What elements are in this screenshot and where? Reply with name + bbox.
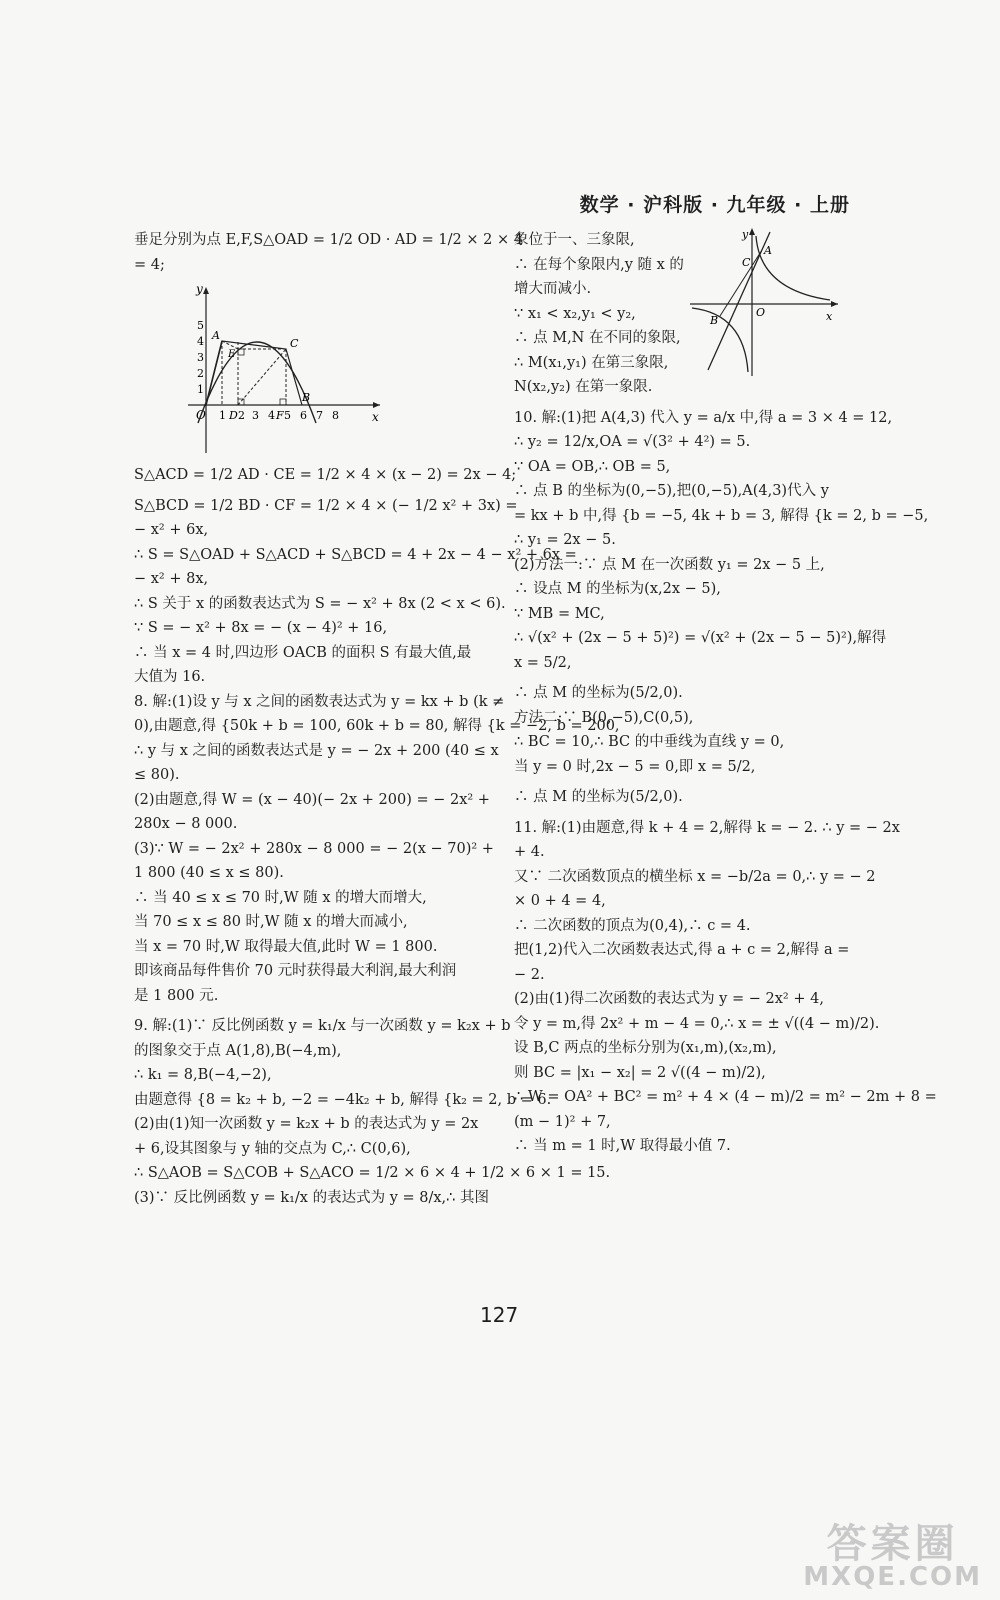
text-line: = kx + b 中,得 {b = −5, 4k + b = 3, 解得 {k = 2, b = −5,	[514, 507, 929, 524]
text-line: N(x₂,y₂) 在第一象限.	[514, 379, 653, 395]
text-line: ∴ S = S△OAD + S△ACD + S△BCD = 4 + 2x − 4 − x² + 6x =	[134, 546, 577, 563]
text-line: ∴ 点 M 的坐标为(5/2,0).	[514, 789, 683, 805]
text-line: S△ACD = 1/2 AD · CE = 1/2 × 4 × (x − 2) = 2x − 4;	[134, 467, 517, 483]
text-line: (2)由题意,得 W = (x − 40)(− 2x + 200) = − 2x² +	[134, 791, 490, 808]
page-header: 数学 · 沪科版 · 九年级 · 上册	[579, 194, 850, 216]
y-tick: 2	[197, 367, 204, 380]
parabola-figure	[184, 281, 384, 457]
x-tick: 8	[332, 409, 339, 422]
text-line: ∴ BC = 10,∴ BC 的中垂线为直线 y = 0,	[514, 734, 785, 750]
text-line: 当 x = 70 时,W 取得最大值,此时 W = 1 800.	[134, 938, 438, 955]
watermark-title: 答案圈	[826, 1521, 959, 1567]
text-line: 当 70 ≤ x ≤ 80 时,W 随 x 的增大而减小,	[134, 914, 408, 930]
text-line: ∴ 点 M,N 在不同的象限,	[514, 330, 681, 346]
text-line: S△BCD = 1/2 BD · CF = 1/2 × 4 × (− 1/2 x² + 3x) =	[134, 497, 518, 514]
text-line: 由题意得 {8 = k₂ + b, −2 = −4k₂ + b, 解得 {k₂ = 2, b = 6.	[134, 1091, 552, 1108]
text-line: ∴ 当 m = 1 时,W 取得最小值 7.	[514, 1138, 731, 1154]
text-line: ∴ 点 B 的坐标为(0,−5),把(0,−5),A(4,3)代入 y	[514, 483, 829, 499]
x-tick: 1	[219, 409, 226, 422]
text-line: ∵ MB = MC,	[514, 605, 605, 622]
text-line: ∴ S 关于 x 的函数表达式为 S = − x² + 8x (2 < x < 6).	[134, 595, 506, 612]
text-line: 10. 解:(1)把 A(4,3) 代入 y = a/x 中,得 a = 3 × 4 = 12,	[514, 409, 893, 426]
text-line: 象位于一、三象限,	[514, 232, 635, 248]
text-line: ∴ S△AOB = S△COB + S△ACO = 1/2 × 6 × 4 + 1/2 × 6 × 1 = 15.	[134, 1165, 611, 1181]
text-line: 9. 解:(1)∵ 反比例函数 y = k₁/x 与一次函数 y = k₂x + b	[134, 1018, 511, 1034]
text-line: (2)方法一:∵ 点 M 在一次函数 y₁ = 2x − 5 上,	[514, 556, 825, 573]
text-line: 280x − 8 000.	[134, 816, 238, 832]
point-label: C	[742, 256, 751, 269]
text-line: (2)由(1)知一次函数 y = k₂x + b 的表达式为 y = 2x	[134, 1116, 479, 1132]
text-line: + 4.	[514, 844, 545, 860]
text-line: ∴ 设点 M 的坐标为(x,2x − 5),	[514, 581, 721, 597]
text-line: = 4;	[134, 256, 165, 273]
text-line: (3)∵ 反比例函数 y = k₁/x 的表达式为 y = 8/x,∴ 其图	[134, 1189, 489, 1206]
page-number: 127	[480, 1303, 519, 1327]
text-line: ∵ x₁ < x₂,y₁ < y₂,	[514, 305, 636, 322]
text-line: ∴ M(x₁,y₁) 在第三象限,	[514, 354, 669, 371]
text-line: 垂足分别为点 E,F,S△OAD = 1/2 OD · AD = 1/2 × 2 × 4	[134, 232, 523, 248]
text-line: 即该商品每件售价 70 元时获得最大利润,最大利润	[134, 963, 457, 979]
x-tick: 3	[252, 409, 259, 422]
text-line: ∴ y 与 x 之间的函数表达式是 y = − 2x + 200 (40 ≤ x	[134, 742, 499, 759]
text-line: ∴ 二次函数的顶点为(0,4),∴ c = 4.	[514, 917, 751, 934]
point-label: A	[212, 329, 220, 342]
text-line: ∵ OA = OB,∴ OB = 5,	[514, 458, 671, 475]
y-tick: 4	[197, 335, 204, 348]
x-tick: 6	[300, 409, 307, 422]
origin-label: O	[756, 306, 766, 319]
text-line: 11. 解:(1)由题意,得 k + 4 = 2,解得 k = − 2. ∴ y = − 2x	[514, 819, 900, 836]
text-line: 设 B,C 两点的坐标分别为(x₁,m),(x₂,m),	[514, 1040, 777, 1056]
text-line: 增大而减小.	[514, 281, 592, 297]
text-line: 当 y = 0 时,2x − 5 = 0,即 x = 5/2,	[514, 758, 756, 775]
y-tick: 1	[197, 383, 204, 396]
text-line: ∴ √(x² + (2x − 5 + 5)²) = √(x² + (2x − 5 − 5)²),解得	[514, 630, 887, 646]
text-line: 0),由题意,得 {50k + b = 100, 60k + b = 80, 解得 {k = −2, b = 200,	[134, 718, 620, 734]
text-line: ∴ 在每个象限内,y 随 x 的	[514, 256, 684, 273]
text-line: ∴ 当 x = 4 时,四边形 OACB 的面积 S 有最大值,最	[134, 644, 472, 661]
text-line: 则 BC = |x₁ − x₂| = 2 √((4 − m)/2),	[514, 1064, 766, 1081]
point-label: A	[764, 244, 772, 257]
text-line: 令 y = m,得 2x² + m − 4 = 0,∴ x = ± √((4 − m)/2).	[514, 1015, 880, 1032]
text-line: 把(1,2)代入二次函数表达式,得 a + c = 2,解得 a =	[514, 942, 850, 958]
text-line: ≤ 80).	[134, 767, 180, 783]
text-line: 又∵ 二次函数顶点的横坐标 x = −b/2a = 0,∴ y = − 2	[514, 868, 876, 885]
y-tick: 5	[197, 319, 204, 332]
text-line: (m − 1)² + 7,	[514, 1113, 611, 1130]
text-line: − x² + 8x,	[134, 571, 209, 587]
x-tick: 2	[238, 409, 245, 422]
text-line: − x² + 6x,	[134, 522, 209, 538]
axis-x-label: x	[372, 410, 379, 424]
text-line: ∴ 当 40 ≤ x ≤ 70 时,W 随 x 的增大而增大,	[134, 889, 427, 906]
text-line: + 6,设其图象与 y 轴的交点为 C,∴ C(0,6),	[134, 1140, 411, 1157]
text-line: ∵ S = − x² + 8x = − (x − 4)² + 16,	[134, 620, 388, 636]
text-line: ∴ W = OA² + BC² = m² + 4 × (4 − m)/2 = m² − 2m + 8 =	[514, 1089, 937, 1105]
text-line: − 2.	[514, 966, 545, 983]
point-label: B	[710, 314, 719, 327]
origin-label: O	[196, 408, 206, 422]
y-tick: 3	[197, 351, 204, 364]
text-line: ∴ y₁ = 2x − 5.	[514, 532, 616, 548]
axis-y-label: y	[196, 282, 203, 296]
text-line: 是 1 800 元.	[134, 987, 219, 1004]
text-line: (3)∵ W = − 2x² + 280x − 8 000 = − 2(x − 70)² +	[134, 840, 494, 857]
x-tick: 5	[284, 409, 291, 422]
x-tick: 4	[268, 409, 275, 422]
axis-x-label: x	[826, 310, 833, 323]
watermark-logo	[803, 1521, 982, 1592]
text-line: 8. 解:(1)设 y 与 x 之间的函数表达式为 y = kx + b (k ≠	[134, 693, 505, 710]
text-line: (2)由(1)得二次函数的表达式为 y = − 2x² + 4,	[514, 991, 824, 1007]
x-tick: F	[276, 409, 284, 422]
x-tick: 7	[316, 409, 323, 422]
text-line: 1 800 (40 ≤ x ≤ 80).	[134, 865, 284, 881]
watermark-url: MXQE.COM	[803, 1562, 982, 1592]
axis-y-label: y	[742, 228, 749, 241]
point-label: E	[228, 349, 236, 360]
right-column	[514, 228, 937, 1159]
text-line: ∴ y₂ = 12/x,OA = √(3² + 4²) = 5.	[514, 434, 751, 450]
x-tick: D	[229, 409, 238, 422]
text-line: ∴ k₁ = 8,B(−4,−2),	[134, 1067, 272, 1083]
point-label: C	[290, 337, 299, 350]
text-line: 大值为 16.	[134, 669, 206, 685]
point-label: B	[302, 391, 311, 404]
text-line: 的图象交于点 A(1,8),B(−4,m),	[134, 1042, 342, 1059]
text-line: × 0 + 4 = 4,	[514, 893, 606, 909]
text-line: ∴ 点 M 的坐标为(5/2,0).	[514, 685, 683, 701]
text-line: 方法二:∵ B(0,−5),C(0,5),	[514, 709, 694, 726]
text-line: x = 5/2,	[514, 654, 572, 671]
